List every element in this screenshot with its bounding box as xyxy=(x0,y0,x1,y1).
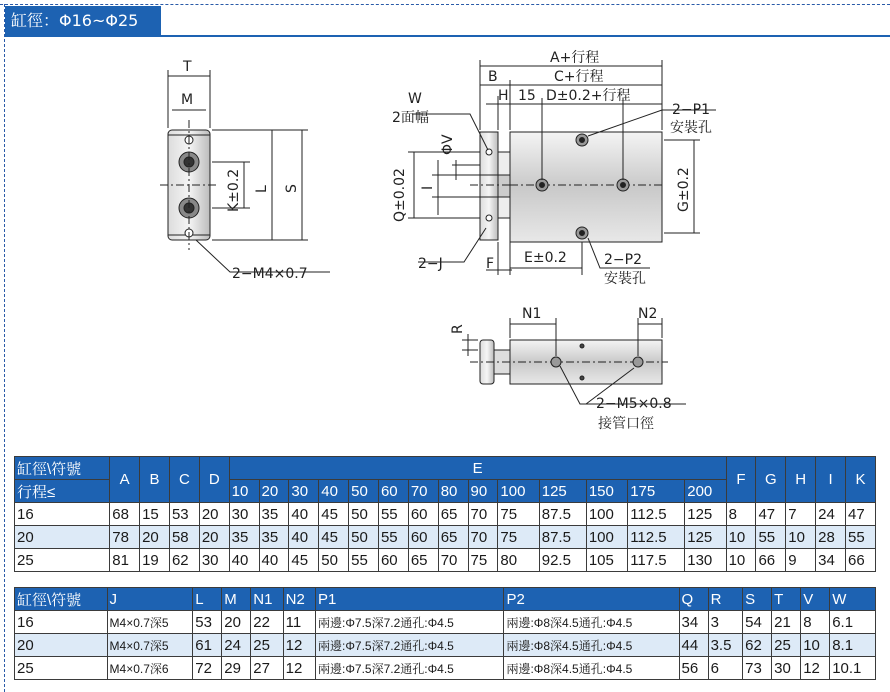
table-row xyxy=(15,657,876,680)
label-Q: Q±0.02 xyxy=(392,168,408,222)
table-cell: M4×0.7深5 xyxy=(107,611,193,634)
table-cell: 45 xyxy=(319,503,349,526)
label-w2: 2面幅 xyxy=(392,110,429,126)
table-cell: 25 xyxy=(15,549,110,572)
t1-header-bore: 缸徑\符號 xyxy=(15,457,110,480)
table-cell: 15 xyxy=(140,503,170,526)
table-cell: 10 xyxy=(726,526,756,549)
label-A: A+行程 xyxy=(550,50,600,66)
table-cell: 20 xyxy=(222,611,251,634)
table-cell: 55 xyxy=(756,526,786,549)
table-cell: 8 xyxy=(726,503,756,526)
table-cell: 12 xyxy=(283,634,315,657)
table-cell: 30 xyxy=(772,657,801,680)
table-cell: 92.5 xyxy=(539,549,586,572)
table-cell: 75 xyxy=(498,526,539,549)
t1-stroke: 20 xyxy=(259,480,289,503)
label-I: I xyxy=(420,185,436,190)
label-R: R xyxy=(450,324,466,334)
table-cell: 112.5 xyxy=(628,526,685,549)
label-P1b: 安裝孔 xyxy=(670,120,712,136)
table-cell: 100 xyxy=(586,503,627,526)
t2-header-cell: J xyxy=(107,588,193,611)
table-cell: 62 xyxy=(743,634,772,657)
table-cell: 29 xyxy=(222,657,251,680)
table-cell: 兩邊:Φ8深4.5通孔:Φ4.5 xyxy=(504,657,679,680)
table-cell: 25 xyxy=(15,657,108,680)
t1-stroke: 60 xyxy=(378,480,408,503)
table-cell: 78 xyxy=(110,526,140,549)
table-cell: 54 xyxy=(743,611,772,634)
label-N1: N1 xyxy=(522,306,542,322)
t2-header-cell: Q xyxy=(679,588,708,611)
label-P2: 2−P2 xyxy=(604,252,642,268)
table-cell: 16 xyxy=(15,503,110,526)
table-cell: 7 xyxy=(786,503,816,526)
t1-stroke: 30 xyxy=(289,480,319,503)
section-title: 缸徑：Φ16~Φ25 xyxy=(5,6,161,36)
table-cell: 27 xyxy=(251,657,283,680)
table-cell: 20 xyxy=(15,634,108,657)
table-cell: 20 xyxy=(199,503,229,526)
table-cell: 65 xyxy=(438,503,468,526)
label-L: L xyxy=(254,185,270,193)
table-cell: 62 xyxy=(169,549,199,572)
label-E: E±0.2 xyxy=(524,250,567,266)
t2-header-cell: L xyxy=(193,588,222,611)
t1-stroke: 100 xyxy=(498,480,539,503)
table-cell: 16 xyxy=(15,611,108,634)
table-cell: 3.5 xyxy=(708,634,743,657)
table-cell: 28 xyxy=(816,526,846,549)
table-cell: 47 xyxy=(846,503,876,526)
t1-header-col: H xyxy=(786,457,816,503)
t2-header-cell: N2 xyxy=(283,588,315,611)
table-cell: 112.5 xyxy=(628,503,685,526)
table-cell: 87.5 xyxy=(539,526,586,549)
t1-header-col: C xyxy=(169,457,199,503)
table-cell: 兩邊:Φ7.5深7.2通孔:Φ4.5 xyxy=(315,657,503,680)
label-B: B xyxy=(488,69,498,85)
t2-header-row xyxy=(15,588,876,611)
table-cell: 8 xyxy=(801,611,830,634)
table-cell: 60 xyxy=(408,526,438,549)
table-cell: 35 xyxy=(259,526,289,549)
table-cell: 10 xyxy=(726,549,756,572)
table-cell: 60 xyxy=(408,503,438,526)
table-cell: 9 xyxy=(786,549,816,572)
t1-header-E: E xyxy=(229,457,726,480)
label-J: 2−J xyxy=(418,256,443,272)
t1-header-row-1 xyxy=(15,457,876,480)
table-cell: 61 xyxy=(193,634,222,657)
label-m4: 2−M4×0.7 xyxy=(232,266,308,282)
t1-header-col: D xyxy=(199,457,229,503)
table-cell: 25 xyxy=(251,634,283,657)
t2-header-cell: 缸徑\符號 xyxy=(15,588,108,611)
table-cell: 50 xyxy=(349,526,379,549)
table-cell: 兩邊:Φ7.5深7.2通孔:Φ4.5 xyxy=(315,634,503,657)
table-row xyxy=(15,503,876,526)
table-cell: 75 xyxy=(498,503,539,526)
t1-header-col: B xyxy=(140,457,170,503)
table-cell: 105 xyxy=(586,549,627,572)
t1-stroke: 200 xyxy=(685,480,726,503)
table-cell: 6.1 xyxy=(830,611,876,634)
table-cell: 66 xyxy=(756,549,786,572)
table-cell: 70 xyxy=(468,526,498,549)
table-cell: 6 xyxy=(708,657,743,680)
table-cell: 40 xyxy=(229,549,259,572)
label-N2: N2 xyxy=(638,306,658,322)
table-cell: 68 xyxy=(110,503,140,526)
table-cell: 87.5 xyxy=(539,503,586,526)
label-M: M xyxy=(181,92,194,108)
table-cell: 65 xyxy=(408,549,438,572)
label-G: G±0.2 xyxy=(676,167,692,212)
label-P1: 2−P1 xyxy=(672,102,710,118)
table-cell: 100 xyxy=(586,526,627,549)
table-cell: 60 xyxy=(378,549,408,572)
table-cell: 兩邊:Φ7.5深7.2通孔:Φ4.5 xyxy=(315,611,503,634)
table-cell: 45 xyxy=(289,549,319,572)
label-phiv: ΦV xyxy=(440,134,456,155)
table-cell: 20 xyxy=(15,526,110,549)
table-cell: 70 xyxy=(468,503,498,526)
t1-stroke: 40 xyxy=(319,480,349,503)
t1-stroke: 50 xyxy=(349,480,379,503)
table-cell: 117.5 xyxy=(628,549,685,572)
table-cell: 30 xyxy=(229,503,259,526)
table-cell: 40 xyxy=(259,549,289,572)
t2-header-cell: W xyxy=(830,588,876,611)
t1-header-col: F xyxy=(726,457,756,503)
table-cell: 45 xyxy=(319,526,349,549)
table-cell: 20 xyxy=(140,526,170,549)
table-cell: 34 xyxy=(816,549,846,572)
table-cell: 19 xyxy=(140,549,170,572)
table-cell: 20 xyxy=(199,526,229,549)
t2-header-cell: N1 xyxy=(251,588,283,611)
dimension-table-1 xyxy=(14,456,876,572)
t2-header-cell: P2 xyxy=(504,588,679,611)
table-cell: 40 xyxy=(289,503,319,526)
label-F: F xyxy=(486,256,495,272)
table-cell: 35 xyxy=(259,503,289,526)
t2-header-cell: T xyxy=(772,588,801,611)
table-cell: 70 xyxy=(438,549,468,572)
side-view xyxy=(462,318,686,404)
dimension-table-2 xyxy=(14,587,876,680)
table-cell: 50 xyxy=(349,503,379,526)
table-cell: 40 xyxy=(289,526,319,549)
table-cell: 73 xyxy=(743,657,772,680)
table-cell: 65 xyxy=(438,526,468,549)
table-cell: 30 xyxy=(199,549,229,572)
table-cell: 53 xyxy=(193,611,222,634)
table-cell: 53 xyxy=(169,503,199,526)
table-cell: 55 xyxy=(846,526,876,549)
table-cell: 125 xyxy=(685,526,726,549)
table-cell: 81 xyxy=(110,549,140,572)
label-H: H xyxy=(498,88,509,104)
table-cell: 10 xyxy=(801,634,830,657)
table-cell: 130 xyxy=(685,549,726,572)
t1-stroke: 175 xyxy=(628,480,685,503)
t2-header-cell: R xyxy=(708,588,743,611)
table-cell: 50 xyxy=(319,549,349,572)
table-cell: 24 xyxy=(816,503,846,526)
table-cell: M4×0.7深6 xyxy=(107,657,193,680)
table-cell: 72 xyxy=(193,657,222,680)
table-cell: 75 xyxy=(468,549,498,572)
table-cell: 兩邊:Φ8深4.5通孔:Φ4.5 xyxy=(504,611,679,634)
label-M5: 2−M5×0.8 xyxy=(596,396,672,412)
label-M5b: 接管口徑 xyxy=(598,416,654,432)
label-C: C+行程 xyxy=(554,69,604,85)
table-row xyxy=(15,549,876,572)
table-cell: 34 xyxy=(679,611,708,634)
t2-header-cell: M xyxy=(222,588,251,611)
table-cell: 8.1 xyxy=(830,634,876,657)
label-S: S xyxy=(284,184,300,193)
t1-header-col: K xyxy=(846,457,876,503)
table-cell: 35 xyxy=(229,526,259,549)
t2-header-cell: P1 xyxy=(315,588,503,611)
label-D: D±0.2+行程 xyxy=(546,88,631,104)
table-cell: 25 xyxy=(772,634,801,657)
table-cell: 55 xyxy=(378,503,408,526)
t1-stroke: 70 xyxy=(408,480,438,503)
table-cell: M4×0.7深5 xyxy=(107,634,193,657)
table-cell: 55 xyxy=(378,526,408,549)
t1-stroke: 90 xyxy=(468,480,498,503)
table-cell: 11 xyxy=(283,611,315,634)
table-cell: 66 xyxy=(846,549,876,572)
t1-stroke: 80 xyxy=(438,480,468,503)
table-cell: 47 xyxy=(756,503,786,526)
table-row xyxy=(15,526,876,549)
table-cell: 80 xyxy=(498,549,539,572)
table-cell: 56 xyxy=(679,657,708,680)
table-cell: 10 xyxy=(786,526,816,549)
table-row xyxy=(15,634,876,657)
t1-stroke: 125 xyxy=(539,480,586,503)
t1-stroke: 10 xyxy=(229,480,259,503)
table-cell: 12 xyxy=(801,657,830,680)
t1-header-col: I xyxy=(816,457,846,503)
label-P2b: 安裝孔 xyxy=(604,271,646,287)
label-15: 15 xyxy=(518,88,536,104)
label-K: K±0.2 xyxy=(226,168,242,212)
t1-stroke: 150 xyxy=(586,480,627,503)
t2-body xyxy=(15,611,876,680)
table-row xyxy=(15,611,876,634)
table-cell: 58 xyxy=(169,526,199,549)
t1-header-col: A xyxy=(110,457,140,503)
t1-header-col: G xyxy=(756,457,786,503)
t1-header-stroke: 行程≤ xyxy=(15,480,110,503)
table-cell: 55 xyxy=(349,549,379,572)
table-cell: 兩邊:Φ8深4.5通孔:Φ4.5 xyxy=(504,634,679,657)
t1-body xyxy=(15,503,876,572)
table-cell: 10.1 xyxy=(830,657,876,680)
t2-header-cell: V xyxy=(801,588,830,611)
label-W: W xyxy=(408,91,422,107)
t2-header-cell: S xyxy=(743,588,772,611)
table-cell: 24 xyxy=(222,634,251,657)
table-cell: 22 xyxy=(251,611,283,634)
table-cell: 12 xyxy=(283,657,315,680)
table-cell: 125 xyxy=(685,503,726,526)
table-cell: 21 xyxy=(772,611,801,634)
label-T: T xyxy=(183,59,192,75)
table-cell: 44 xyxy=(679,634,708,657)
table-cell: 3 xyxy=(708,611,743,634)
